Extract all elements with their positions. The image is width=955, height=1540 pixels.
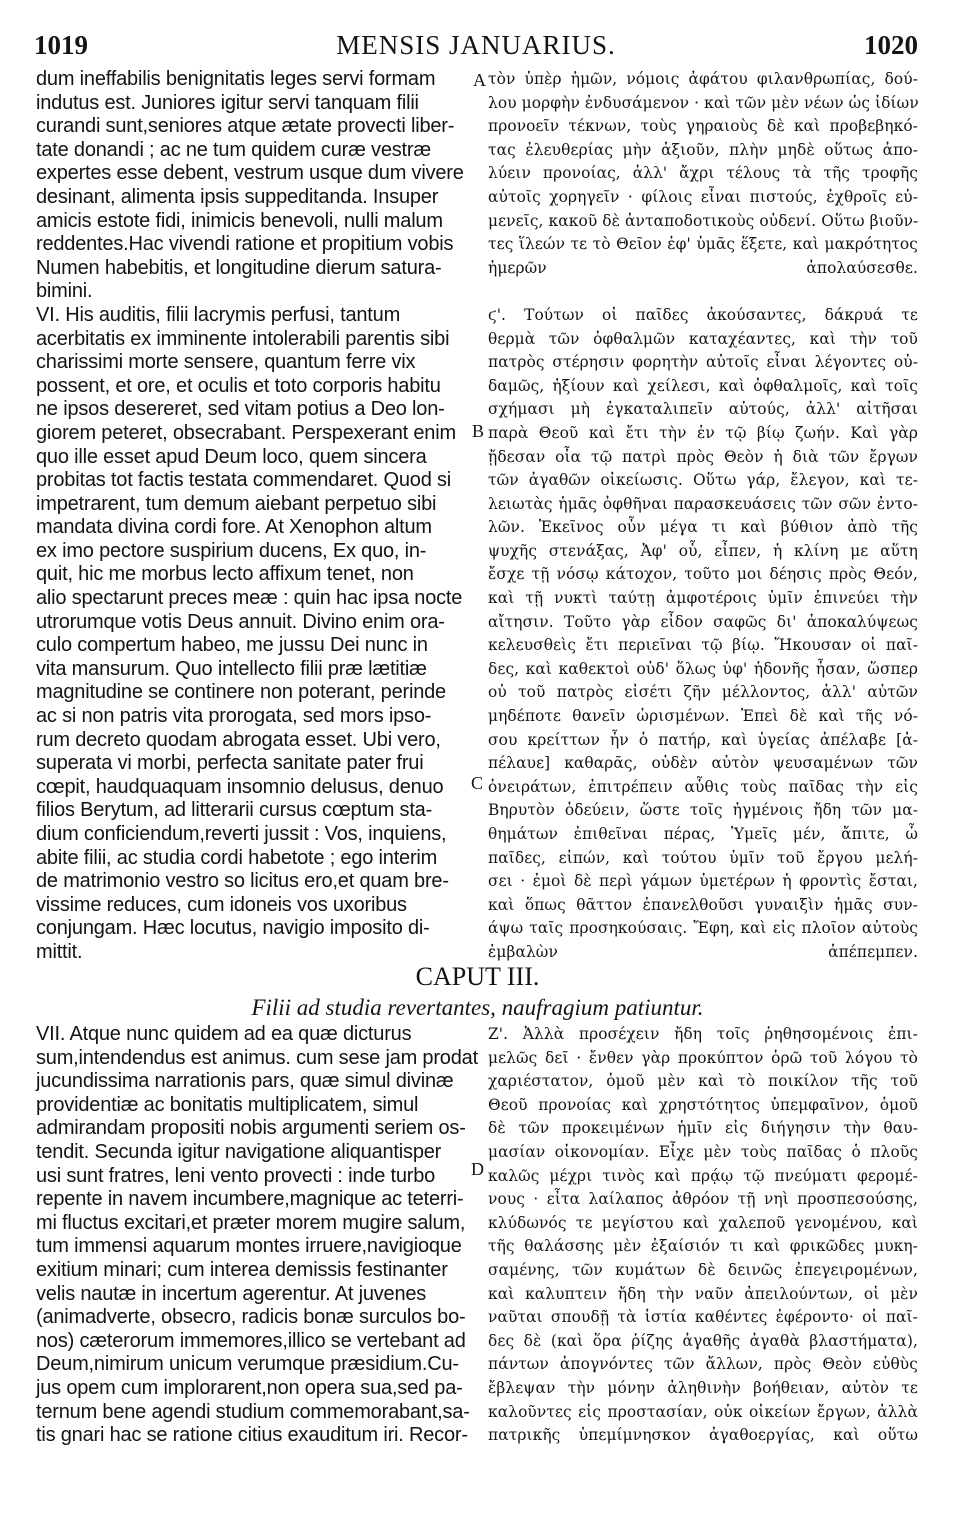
latin-text-line: mandata divina cordi fore. At Xenophon altum [36,516,432,539]
greek-text-line: πατρικῆς ὑπεμίμνησκον ἀγαθοεργίας, καὶ οὕτω [488,1426,918,1445]
greek-text-line: ᾔδεσαν οἷα τῷ πατρὶ πρὸς Θεὸν ἡ διὰ τῶν ἔργων [488,447,918,466]
greek-text-line: λῶν. Ἐκεῖνος οὖν μέγα τι καὶ βύθιον ἀπὸ τῆς [488,518,918,537]
greek-text-line: δαμῶς, ἠξίουν καὶ χείλεσι, καὶ ὀφθαλμοῖς, καὶ τοῖς [488,376,918,395]
greek-text-line [488,280,918,304]
latin-text-line: tum immensi aquarum montes irruere,navigioque [36,1235,462,1258]
greek-text-line: καλοῦντες εἰς προστασίαν, οὐκ οἰκείων ἔργων, ἀλλὰ [488,1402,918,1421]
greek-text-line: ἡμερῶν ἀπολαύσεσθε. [488,258,918,277]
latin-text-line: ternum bene agendi studium commemorabant,sa- [36,1400,470,1423]
greek-text-line: πάντων ἀπογνόντες τῶν ἄλλων, πρὸς Θεὸν εὐθὺς [488,1355,918,1374]
latin-text-line: Deum,nimirum unicum verumque præsidium.Cu- [36,1353,459,1376]
greek-text-line: ἐμβαλὼν ἀπέπεμπεν. [488,942,918,961]
greek-text-line: καὶ καλυπτειν ἤδη τὴν ναῦν ἀπειλούντων, οἱ μὲν [488,1284,918,1303]
latin-text-line: jus opem cum implorarent,non opera sua,sed pa- [36,1376,463,1399]
greek-text-line: δες, καὶ καθεκτοὶ οὐδ' ὅλως ὑφ' ἡδονῆς ἦσαν, ὥσπερ [488,659,918,678]
running-header [34,28,918,62]
latin-text-line: mittit. [36,940,83,963]
latin-text-line: tendit. Secunda igitur navigatione aliquantisper [36,1140,442,1163]
greek-column-top [488,68,918,965]
latin-text-line: VI. His auditis, filii lacrymis perfusi, tantum [36,303,401,326]
greek-text-line: κλύδωνός τε μεγίστου καὶ χαλεποῦ γενομένου, καὶ [488,1213,918,1232]
greek-text-line: νους · εἶτα λαίλαπος ἀθρόον τῇ νηὶ προσπεσούσης, [488,1190,918,1209]
greek-text-line: καὶ τῇ νυκτὶ ταύτῃ ἀμφοτέροις ὑμῖν ἐπινεύει τὴν [488,589,918,608]
latin-text-line: expertes esse debent, vestrum usque dum vivere [36,162,464,185]
latin-text-line: (animadverte, obsecro, radicis bonæ surculos bo- [36,1306,466,1329]
greek-text-line: σου κρείττων ἦν ὁ πατήρ, καὶ ὑγείας ἀπέλαβε [ἀ- [488,730,918,749]
latin-text-line: conjungam. Hæc locutus, navigio imposito di- [36,917,430,940]
greek-text-line: ἔσχε τῇ νόσῳ κάτοχον, τοῦτο μοι δέησις πρὸς Θεόν, [488,565,918,584]
latin-text-line: vissime reduces, cum idoneis vos uxoribus [36,893,407,916]
latin-text-line: dium conficiendum,reverti jussit : Vos, inquiens, [36,823,447,845]
latin-text-line: charissimi morte sensere, quantum ferre vix [36,351,416,374]
latin-text-line: desinant, alimenta ipsis suppeditanda. Insuper [36,185,439,208]
greek-text-line: καὶ ὅπως θᾶττον ἐπανελθοῦσι γυναιξὶν ἡμᾶς συν- [488,895,918,914]
greek-text-line: άψω ταῖς προσηκούσαις. Ἔφη, καὶ εἰς πλοῖον αὐτοὺς [488,919,918,938]
latin-text-line: vita mansurum. Quo intellecto filii præ lætitiæ [36,657,427,680]
margin-marker-a: A [473,70,486,90]
latin-text-line: ex imo pectore suspirium ducens, Ex quo, in- [36,539,427,562]
latin-text-line: de matrimonio vestro so licitus ero,et quam bre- [36,870,449,893]
greek-text-line: θημάτων ἐπιθεῖναι πέρας, Ὑμεῖς μέν, ἄπιτε, ὦ [488,825,918,843]
greek-text-line: δες δὲ (καὶ ὅρα ῥίζης ἀγαθῆς ἀγαθὰ βλαστήματα), [488,1331,918,1350]
latin-text-line: ac si non patris vita prorogata, sed mors ipso- [36,705,432,728]
greek-text-line: ψυχῆς στενάξας, Ἀφ' οὗ, εἶπεν, ἡ κλίνη με αὕτη [488,541,918,560]
latin-text-line: curandi sunt,seniores atque ætate provecti liber- [36,115,455,138]
latin-text-line: utrorumque votis Deus annuit. Divino enim ora- [36,610,445,633]
latin-text-line: magnitudine se continere non poterant, perinde [36,681,446,704]
latin-text-line: providentiæ ac bonitatis multiplicatem, simul [36,1093,419,1116]
greek-text-line: ναῦται σπουδῇ τὰ ἱστία καθέντες ἐφέροντο· οἱ παῖ- [488,1308,918,1327]
latin-text-line: tate donandi ; ac ne tum quidem curæ vestræ [36,138,431,161]
latin-text-line: alio spectarunt preces meæ : quin hac ipsa nocte [36,587,463,610]
greek-text-line: πατρὸς στέρησιν φορητὴν αὐτοῖς εἶναι λέγοντες οὐ- [488,353,918,372]
latin-text-line: usi sunt fratres, leni vento provecti : inde turbo [36,1164,436,1187]
latin-text-line: sum,intendendus est animus. cum sese jam prodat [36,1046,478,1069]
latin-text-line: nos) cæterorum immemores,illico se vertebant ad [36,1329,466,1352]
greek-text-line: ὀνειράτων, ἐπιτρέπειν αὖθις τοὺς παῖδας τὴν εἰς [488,777,918,796]
greek-text-line: ἔβλεψαν τὴν μόνην ἀληθινὴν βοήθειαν, αὐτὸν τε [488,1378,918,1397]
margin-marker-c: C [471,773,484,793]
greek-text-line: ϛ'. Τούτων οἱ παῖδες ἀκούσαντες, δάκρυά τε [488,305,918,324]
greek-text-line: αὐτοῖς χορηγεῖν · φίλοις εἶναι πιστούς, ἐχθροῖς εὐ- [488,187,918,206]
latin-text-line: quo ille esset apud Deum loco, quem sincera [36,445,427,468]
latin-text-line: probitas tot factis testata commendaret. Quod si [36,469,452,492]
chapter-subtitle: Filii ad studia revertantes, naufragium patiuntur. [251,995,704,1020]
greek-text-line: τῶν ἀγαθῶν οἰκείωσις. Οὕτω γάρ, ἔλεγον, καὶ τε- [488,471,918,490]
greek-text-line: μελῶς δεῖ · ἔνθεν γὰρ προκύπτον ὁρῶ τοῦ λόγου τὸ [488,1048,918,1067]
greek-text-line: οὐ τοῦ πατρὸς εἰσέτι ζῆν μέλλοντος, ἀλλ' αὐτῶν [488,683,918,702]
latin-text-line: amicis estote fidi, inimicis benevoli, nulli malum [36,209,443,232]
greek-text-line: λου μορφὴν ἐνδυσάμενον · καὶ τῶν μὲν νέων ὡς ἰδίων [488,93,919,112]
latin-text-line: admirandam propositi nobis argumenti seriem os- [36,1117,466,1140]
latin-text-line: possent, et ore, et oculis et toto corporis habitu [36,374,441,397]
margin-marker-b: B [472,421,485,441]
chapter-title: CAPUT III. [415,962,540,991]
greek-text-line: σαμένης, τῶν κυμάτων δὲ δεινῶς ἐπεγειρομένων, [488,1260,918,1279]
greek-text-line: σχήμασι μὴ ἐγκαταλιπεῖν αὐτούς, ἀλλ' αἰτῆσαι [488,400,918,419]
latin-text-line: velis nautæ in incertum agerentur. At juvenes [36,1282,427,1305]
greek-text-line: προνοεῖν τέκνων, τοὺς γηραιοὺς δὲ καὶ προβεβηκό- [488,117,918,136]
latin-text-line: abite filii, ac studia cordi habetote ; ego interim [36,846,438,869]
latin-text-line: ne ipsos desereret, sed vitam potius a Deo lon- [36,398,445,421]
latin-text-line: reddentes.Hac vivendi ratione et propitium vobis [36,233,454,256]
greek-text-line: μενεῖς, κακοῦ δὲ ἀνταποδοτικοὺς οὐδενί. Οὕτω βιοῦν- [488,211,919,230]
latin-text-line: repente in navem incumbere,magnique ac teterri- [36,1188,464,1211]
greek-text-line: τες ἵλεών τε τὸ Θεῖον ἐφ' ὑμᾶς ἕξετε, καὶ μακρότητος [488,235,918,254]
latin-text-line: mi fluctus excitari,et præter morem mugire salum, [36,1211,466,1234]
greek-text-line: παῖδες, εἰπών, καὶ τούτου ὑμῖν τοῦ ἔργου μελή- [488,848,918,867]
latin-text-line: acerbitatis ex imminente intolerabili parentis sibi [36,327,450,350]
greek-text-line: αἴτησιν. Τοῦτο γὰρ εἶδον σαφῶς δι' ἀποκαλύψεως [488,612,918,631]
latin-text-line: jucundissima narrationis pars, quæ simul divinæ [36,1070,454,1093]
latin-text-line: tis gnari hac se ratione citius exauditum iri. Recor- [36,1424,468,1447]
greek-text-line: μηδέποτε θανεῖν ὡρισμένων. Ἐπεὶ δὲ καὶ τῆς νό- [488,707,918,726]
latin-text-line: culo compertum habeo, me jussu Dei nunc in [36,634,428,657]
latin-column-bottom [36,1023,478,1448]
latin-text-line: dum ineffabilis benignitatis leges servi formam [36,68,436,90]
greek-text-line: χαριέστατον, ὁμοῦ μὲν καὶ τὸ ποικίλον τῆς τοῦ [488,1072,918,1091]
greek-text-line: λύειν προνοίας, ἀλλ' ἄχρι τέλους τὰ τῆς τροφῆς [488,164,918,183]
left-page-number: 1019 [34,30,88,60]
latin-text-line: quit, hic me morbus lecto affixum tenet, non [36,563,414,586]
greek-text-line: δὲ τῶν προκειμένων ἡμῖν εἰς διήγησιν τὴν θαυ- [488,1119,918,1138]
greek-text-line: τὸν ὑπὲρ ἡμῶν, νόμοις ἀφάτου φιλανθρωπίας, δού- [488,70,918,88]
latin-text-line: rum decreto quodam abrogata esset. Ubi vero, [36,728,441,751]
latin-text-line: indutus est. Juniores igitur servi tanquam filii [36,91,419,114]
latin-text-line: superata vi morbi, perfecta sanitate pater frui [36,752,424,775]
greek-text-line: μασίαν οἰκονομίαν. Εἶχε μὲν τοὺς παῖδας ὁ πλοῦς [488,1142,918,1161]
greek-text-line: καλῶς μέχρι τινὸς καὶ πρᾴῳ τῷ πνεύματι φερομέ- [488,1166,918,1185]
greek-text-line: τῆς θαλάσσης μὲν ἐξαίσιόν τι καὶ φρικῶδες μυκη- [488,1237,918,1256]
latin-text-line: Numen habebitis, et longitudine dierum satura- [36,256,442,279]
greek-text-line: τας ἐλευθερίας μὴν ἀξιοῦν, πλὴν μηδὲ οὕτως ἀπο- [488,140,918,159]
latin-text-line: bimini. [36,280,93,303]
greek-text-line: κελευσθεὶς ἔτι περιεῖναι τῷ βίῳ. Ἤκουσαν οἱ παῖ- [488,636,918,655]
greek-text-line: Βηρυτὸν ὁδεύειν, ὥστε τοῖς ἠγμένοις ἤδη τῶν μα- [488,801,918,820]
greek-text-line: σει · ἐμοὶ δὲ περὶ γάμων ὑμετέρων ἡ φροντὶς ἔσται, [488,872,918,891]
latin-text-line: filios Berytum, ad litterarii cursus cœptum sta- [36,799,433,822]
greek-text-line: πέλαυε] καθαρᾶς, οὐδὲν αὐτὸν ψευσαμένων τῶν [488,754,918,773]
greek-text-line: παρὰ Θεοῦ καὶ ἔτι τὴν ἐν τῷ βίῳ ζωήν. Καὶ γὰρ [488,423,918,442]
margin-marker-d: D [471,1159,484,1179]
latin-column-top [36,68,466,965]
greek-column-bottom [488,1023,918,1448]
latin-text-line: impetrarent, tum demum aiebant perpetuo sibi [36,492,437,515]
latin-text-line: VII. Atque nunc quidem ad ea quæ dicturus [36,1023,412,1045]
latin-text-line: giorem peteret, obsecrabant. Perspexerant enim [36,421,456,444]
running-title: MENSIS JANUARIUS. [336,30,616,60]
greek-text-line: θερμὰ τῶν ὀφθαλμῶν καταχέαντες, καὶ τὴν τοῦ [488,329,918,348]
latin-text-line: cœpit, haudquaquam insomnio delusus, denuo [36,775,444,798]
right-page-number: 1020 [864,30,918,60]
greek-text-line: λειωτὰς ἡμᾶς ὀφθῆναι παρασκευάσεις τῶν σῶν ἐντο- [488,494,918,513]
greek-text-line: Θεοῦ προνοίας καὶ χρηστότητος ὑπεμφαῖνον, ὁμοῦ [488,1095,918,1114]
latin-text-line: exitium minari; cum interea demissis festinanter [36,1258,448,1281]
greek-text-line: Ζ'. Ἀλλὰ προσέχειν ἤδη τοῖς ῥηθησομένοις ἐπι- [488,1025,918,1043]
